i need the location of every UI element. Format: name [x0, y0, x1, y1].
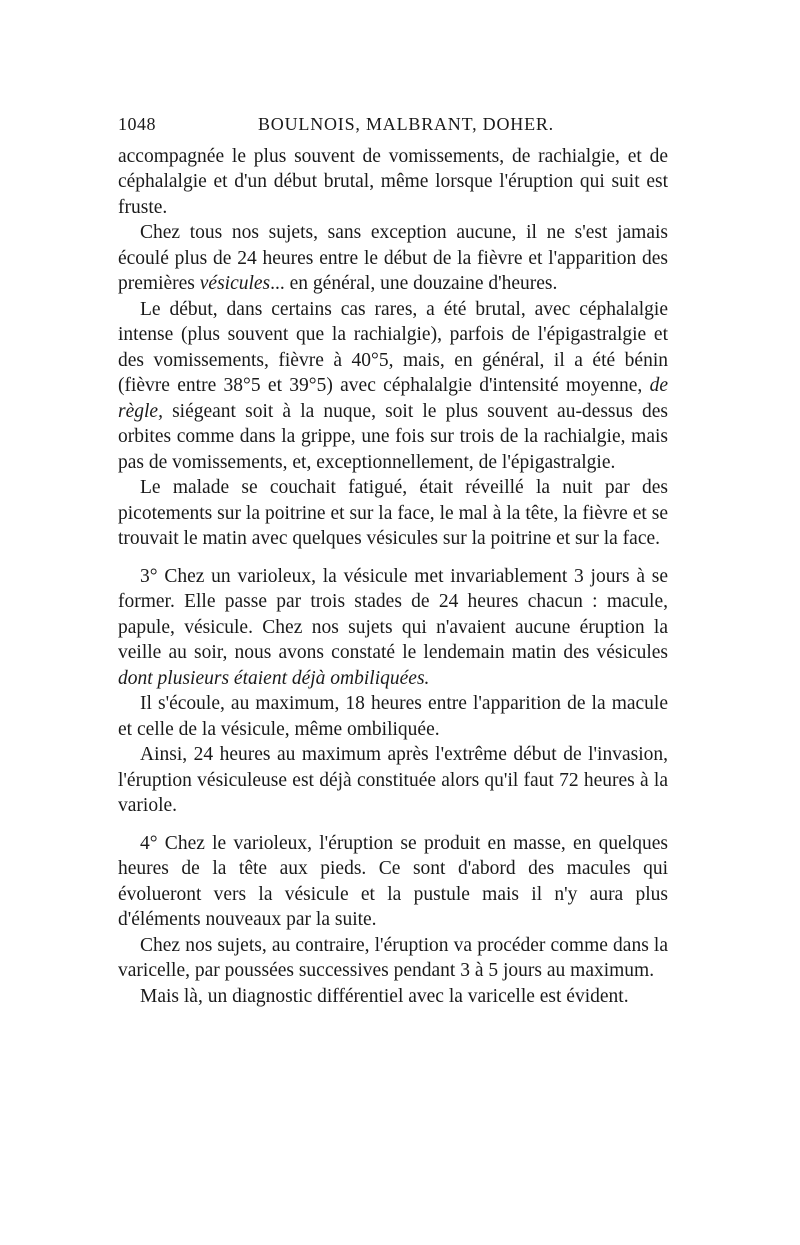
book-page: [118, 112, 668, 1009]
italic-vesicules: vésicules: [199, 273, 271, 294]
page-number: 1048: [118, 114, 156, 134]
paragraph-5: 3° Chez un varioleux, la vésicule met invariablement 3 jours à se former. Elle passe par trois stades de 24 heures chacun : macule, papule, vésicule. Chez nos sujets qui n'avaient aucune éruption la veille au soir, nous avons constaté le lendemain matin des vésicules dont plusieurs étaient déjà ombiliquées.: [118, 565, 668, 689]
paragraph-3: Le début, dans certains cas rares, a été brutal, avec céphalalgie intense (plus souvent que la rachialgie), parfois de l'épigastralgie et des vomissements, fièvre à 40°5, mais, en général, il a été bénin (fièvre entre 38°5 et 39°5) avec céphalalgie d'intensité moyenne, de règle, siégeant soit à la nuque, soit le plus souvent au-dessus des orbites comme dans la grippe, une fois sur trois de la rachialgie, mais pas de vomissements, et, exceptionnellement, de l'épigastralgie.: [118, 298, 668, 473]
running-title: BOULNOIS, MALBRANT, DOHER.: [258, 114, 554, 134]
paragraph-9: Chez nos sujets, au contraire, l'éruption va procéder comme dans la varicelle, par poussées successives pendant 3 à 5 jours au maximum.: [118, 934, 668, 981]
paragraph-4: Le malade se couchait fatigué, était réveillé la nuit par des picotements sur la poitrine et sur la face, le mal à la tête, la fièvre et se trouvait le matin avec quelques vésicules sur la poitrine et sur la face.: [118, 477, 668, 549]
paragraph-7: Ainsi, 24 heures au maximum après l'extrême début de l'invasion, l'éruption vésiculeuse est déjà constituée alors qu'il faut 72 heures à la variole.: [118, 744, 668, 816]
paragraph-1: accompagnée le plus souvent de vomissements, de rachialgie, et de céphalalgie et d'un début brutal, même lorsque l'éruption qui suit est fruste.: [118, 145, 668, 218]
italic-de-regle: de règle,: [118, 375, 668, 422]
paragraph-8: 4° Chez le varioleux, l'éruption se produit en masse, en quelques heures de la tête aux pieds. Ce sont d'abord des macules qui évolueront vers la vésicule et la pustule mais il n'y aura plus d'éléments nouveaux par la suite.: [118, 832, 668, 930]
paragraph-6: Il s'écoule, au maximum, 18 heures entre l'apparition de la macule et celle de la vésicule, même ombiliquée.: [118, 693, 668, 740]
page-header: [118, 112, 668, 138]
paragraph-10: Mais là, un diagnostic différentiel avec la varicelle est évident.: [140, 985, 629, 1007]
paragraph-2: Chez tous nos sujets, sans exception aucune, il ne s'est jamais écoulé plus de 24 heures entre le début de la fièvre et l'apparition des premières vésicules... en général, une douzaine d'heures.: [118, 222, 668, 294]
italic-ombiliquees: dont plusieurs étaient déjà ombiliquées.: [118, 667, 430, 689]
